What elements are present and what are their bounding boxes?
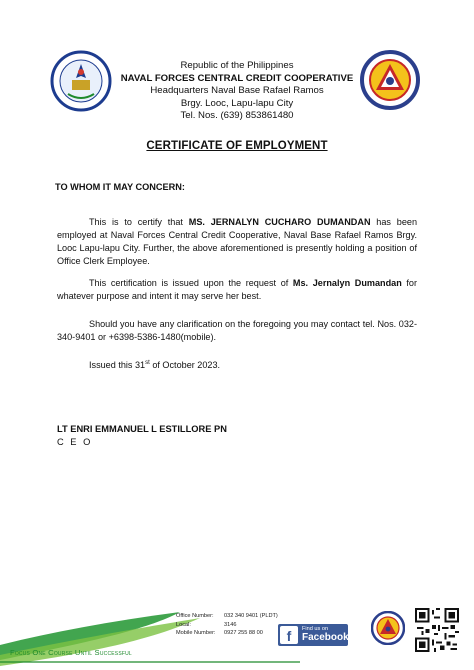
letterhead: [110, 60, 364, 123]
paragraph-certification: [57, 216, 417, 268]
footer-slogan: Focus One Course Until Successful: [10, 648, 132, 657]
document-title: CERTIFICATE OF EMPLOYMENT: [146, 140, 328, 152]
date-ordinal: st: [145, 360, 150, 366]
republic-line: Republic of the Philippines: [180, 60, 294, 71]
p2-text-a: This certification is issued upon the request of: [89, 278, 293, 288]
office-number-label: Office Number:: [176, 613, 214, 619]
signatory-name: LT ENRI EMMANUEL L ESTILLORE PN: [57, 424, 227, 434]
signatory-block: [57, 423, 227, 448]
employee-short-name: Ms. Jernalyn Dumandan: [292, 278, 402, 288]
local-label: Local:: [176, 621, 191, 628]
facebook-word: Facebook: [302, 632, 349, 643]
local-value: 3146: [224, 621, 237, 628]
issue-date-line: [89, 357, 389, 372]
cda-seal-logo: [360, 50, 420, 110]
p1-text-a: This is to certify that: [89, 217, 189, 227]
p1-text-b: has been employed at Naval Forces Central Credit Cooperative, Naval Base Rafael Ramos Brgy. Looc Lapu-lapu City. Further, the above aforementioned is presently holding a position of Office Clerk Employee.: [57, 217, 418, 266]
facebook-find-us-text: Find us on: [302, 626, 329, 632]
p2-text-b: for whatever purpose and intent it may serve her best.: [57, 278, 417, 301]
issue-text-b: of October 2023.: [149, 360, 221, 371]
mobile-number-value: 0927 255 88 00: [224, 630, 263, 637]
qr-code-icon[interactable]: [415, 608, 459, 652]
facebook-badge[interactable]: [278, 624, 348, 646]
footer-contact-info: [176, 612, 278, 638]
salutation: TO WHOM IT MAY CONCERN:: [55, 182, 185, 192]
address-line: Brgy. Looc, Lapu-lapu City: [180, 97, 294, 109]
mobile-number-label: Mobile Number:: [176, 630, 216, 637]
telephone-line: Tel. Nos. (639) 853861480: [180, 110, 294, 121]
footer-cda-seal-icon: [371, 611, 405, 645]
employee-full-name: MS. JERNALYN CUCHARO DUMANDAN: [188, 217, 371, 227]
nfcc-cooperative-logo: [50, 50, 112, 112]
signatory-position: C E O: [57, 436, 93, 447]
paragraph-purpose: [57, 277, 417, 303]
paragraph-contact: Should you have any clarification on the foregoing you may contact tel. Nos. 032-340-9401 or +6398-5386-1480(mobile).: [57, 319, 417, 342]
organization-name: NAVAL FORCES CENTRAL CREDIT COOPERATIVE: [120, 72, 354, 84]
headquarters-line: Headquarters Naval Base Rafael Ramos: [150, 85, 324, 96]
office-number-value: 032 340 9401 (PLDT): [224, 613, 278, 619]
issue-text-a: Issued this 31: [89, 360, 146, 371]
facebook-icon: f: [280, 626, 298, 644]
